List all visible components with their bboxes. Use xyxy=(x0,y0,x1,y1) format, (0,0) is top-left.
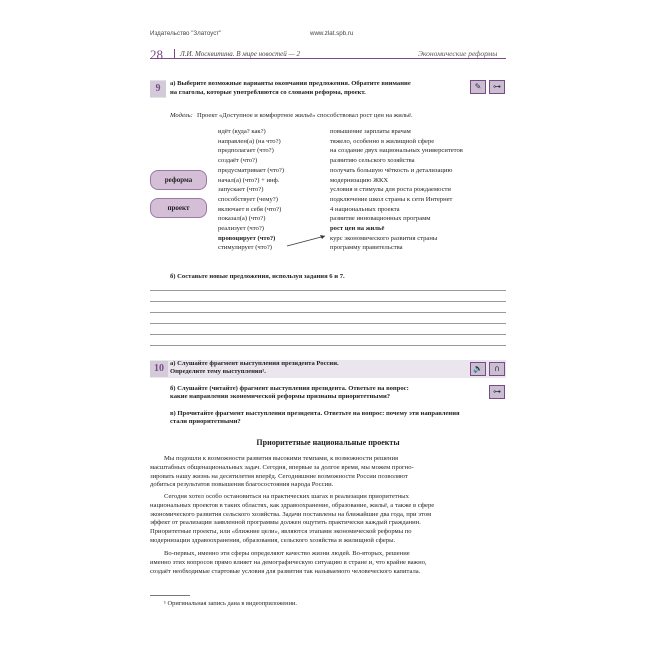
paragraph-line: масштабных общенациональных задач. Сегодня, впервые за долгое время, мы можем прогно- xyxy=(150,463,414,471)
ending-item: программу правительства xyxy=(330,244,403,252)
task-10-c-line2: стали приоритетными? xyxy=(170,418,241,425)
task-10-a-line2: Определите тему выступления¹. xyxy=(170,368,266,375)
verb-item: создаёт (что?) xyxy=(218,157,258,165)
ending-item: развитию сельского хозяйства xyxy=(330,157,415,165)
speaker-icon: 🔊 xyxy=(470,362,486,376)
paragraph-line: Мы подошли к возможности развития высокими темпами, к возможности решения xyxy=(164,455,399,462)
paragraph-line: Сегодня хотел особо остановиться на практических шагах в реализации приоритетных xyxy=(164,493,409,500)
footnote: ¹ Оригинальная запись дана в видеоприложении. xyxy=(164,600,298,607)
ending-item: повышение зарплаты врачам xyxy=(330,128,411,135)
ending-item: условия и стимулы для роста рождаемости xyxy=(330,186,451,194)
verb-item: включает в себя (что?) xyxy=(218,205,282,213)
article-paragraph-3 xyxy=(150,550,506,576)
verb-item: начал(а) (что?) + инф. xyxy=(218,176,280,184)
writing-line xyxy=(150,345,506,346)
task-9-title-line1: а) Выберите возможные варианты окончания предложения. Обратите внимание xyxy=(170,80,411,87)
paragraph-line: Приоритетные проекты, или «ближние цели», являются этапами экономической реформы по xyxy=(150,528,412,536)
book-title: Л.И. Москвитина. В мире новостей — 2 xyxy=(180,50,300,58)
headphones-icon: ∩ xyxy=(489,362,505,376)
paragraph-line: Во-первых, именно эти сферы определяют качество жизни людей. Во-вторых, решение xyxy=(164,550,410,557)
ending-item: развитие инновационных программ xyxy=(330,215,431,223)
ending-item: на создание двух национальных университетов xyxy=(330,147,463,155)
model-label: Модель: xyxy=(170,112,193,119)
ending-item: тяжело, особенно в жилищной сфере xyxy=(330,137,435,145)
verb-item: запускает (что?) xyxy=(218,186,264,194)
paragraph-line: национальных проектов в таких областях, как здравоохранение, образование, жильё, а также в сфере xyxy=(150,501,435,509)
ending-item: модернизацию ЖКХ xyxy=(330,176,389,184)
writing-line xyxy=(150,301,506,302)
writing-line xyxy=(150,290,506,291)
writing-line xyxy=(150,323,506,324)
verb-item: стимулирует (что?) xyxy=(218,244,272,252)
verb-item: предусматривает (что?) xyxy=(218,166,285,174)
footnote-rule xyxy=(150,595,190,596)
paragraph-line: модернизации здравоохранения, образования, сельского хозяйства и жилищной сферы. xyxy=(150,536,396,544)
paragraph-line: добиться результатов повышения благосостояния народа России. xyxy=(150,481,334,489)
verb-item: провоцирует (что?) xyxy=(218,234,276,242)
task-10-number: 10 xyxy=(150,361,168,377)
verb-item: идёт (куда? как?) xyxy=(218,128,266,135)
ending-item: подключение школ страны к сети Интернет xyxy=(330,195,453,203)
key-icon: ⊶ xyxy=(489,80,505,94)
task-10-b-line2: какие направления экономической реформы признаны приоритетными? xyxy=(170,393,391,400)
pencil-icon: ✎ xyxy=(470,80,486,94)
model-text: Проект «Доступное и комфортное жильё» способствовал рост цен на жильё. xyxy=(197,112,413,119)
task-9-part-b: б) Составьте новые предложения, используя задания 6 и 7. xyxy=(170,273,345,280)
task-10-a-line1: а) Слушайте фрагмент выступления президента России. xyxy=(170,360,339,367)
section-title: Экономические реформы xyxy=(418,49,498,58)
paragraph-line: зировать нашу жизнь на десятилетия вперёд. Сегодняшние возможности России позволяют xyxy=(150,472,408,480)
paragraph-line: создаёт необходимые стартовые условия для развития так называемого человеческого капитала. xyxy=(150,567,421,575)
ending-item: курс экономического развития страны xyxy=(330,234,438,242)
task-9-title-line2: на глаголы, которые употребляются со словами реформа, проект. xyxy=(170,89,366,96)
key-icon: ⊶ xyxy=(489,385,505,399)
ending-item: получать большую чёткость и детализацию xyxy=(330,166,453,174)
task-10-c-line1: в) Прочитайте фрагмент выступления президента. Ответьте на вопрос: почему эти направления xyxy=(170,410,460,417)
article-paragraph-2 xyxy=(150,493,506,546)
page-number: 28 xyxy=(150,47,163,62)
noun-reforma: реформа xyxy=(150,170,207,190)
verb-item: направлен(а) (на что?) xyxy=(218,137,281,145)
header-rule xyxy=(150,58,506,59)
paragraph-line: экономического развития сельского хозяйства. Задачи поставлены на ближайшие два года, при этом xyxy=(150,510,432,518)
article-paragraph-1 xyxy=(150,455,506,490)
verb-item: предполагает (что?) xyxy=(218,147,274,155)
noun-proekt: проект xyxy=(150,198,207,218)
task-10-b-line1: б) Слушайте (читайте) фрагмент выступления президента. Ответьте на вопрос: xyxy=(170,385,409,392)
task-9-number: 9 xyxy=(150,81,166,97)
verb-item: показал(а) (что?) xyxy=(218,215,266,223)
verb-item: реализует (что?) xyxy=(218,225,264,232)
website: www.zlat.spb.ru xyxy=(310,30,354,37)
paragraph-line: эффект от реализации заявленной программы должен ощутить практически каждый гражданин. xyxy=(150,519,421,527)
writing-line xyxy=(150,312,506,313)
publisher: Издательство "Златоуст" xyxy=(150,30,222,37)
ending-item: рост цен на жильё xyxy=(330,225,385,232)
paragraph-line: именно этих вопросов прямо влияет на демографическую ситуацию в стране и, что крайне важно, xyxy=(150,558,427,566)
example-arrow xyxy=(285,230,330,250)
article-title: Приоритетные национальные проекты xyxy=(256,438,400,447)
writing-line xyxy=(150,334,506,335)
ending-item: 4 национальных проекта xyxy=(330,205,400,213)
verb-item: способствует (чему?) xyxy=(218,195,278,203)
